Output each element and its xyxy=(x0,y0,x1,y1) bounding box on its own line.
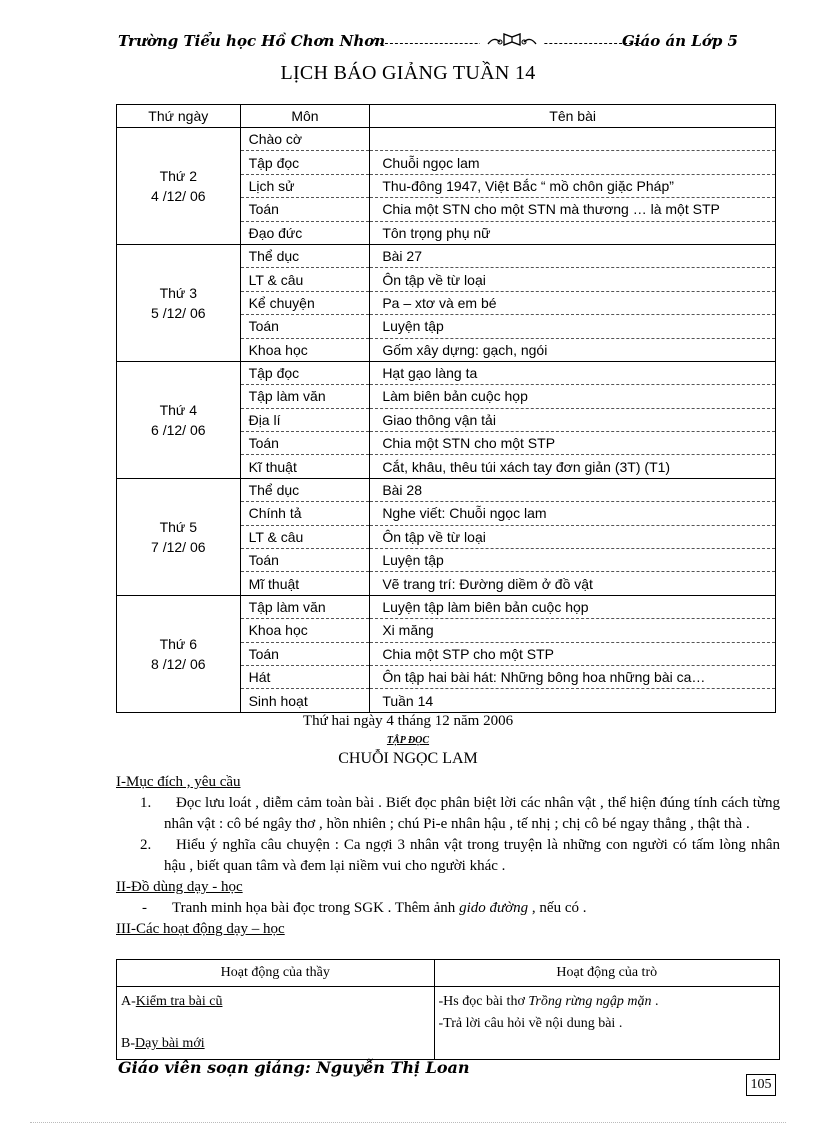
subject-cell: Tập làm văn xyxy=(240,595,370,618)
lesson-cell: Giao thông vận tải xyxy=(370,408,776,431)
materials-item: - Tranh minh họa bài đọc trong SGK . Thêm ảnh gido đường , nếu có . xyxy=(142,900,587,916)
lesson-cell: Vẽ trang trí: Đường diềm ở đồ vật xyxy=(370,572,776,595)
lesson-cell: Chuỗi ngọc lam xyxy=(370,151,776,174)
lesson-cell: Nghe viết: Chuỗi ngọc lam xyxy=(370,502,776,525)
schedule-header-row xyxy=(117,105,776,128)
subject-cell: Chính tả xyxy=(240,502,370,525)
day-cell xyxy=(117,361,241,478)
activities-header-row xyxy=(117,960,780,987)
subject-cell: Toán xyxy=(240,549,370,572)
subject-cell: Lịch sử xyxy=(240,174,370,197)
lesson-cell: Chia một STN cho một STN mà thương … là một STP xyxy=(370,198,776,221)
schedule-row xyxy=(117,128,776,151)
day-cell xyxy=(117,244,241,361)
section-activities-heading: III-Các hoạt động dạy – học xyxy=(116,921,285,937)
book-ornament-icon xyxy=(480,28,544,50)
page-title: LỊCH BÁO GIẢNG TUẦN 14 xyxy=(280,62,536,84)
lesson-date: Thứ hai ngày 4 tháng 12 năm 2006 xyxy=(302,713,514,729)
lesson-cell: Luyện tập xyxy=(370,315,776,338)
lesson-cell: Luyện tập làm biên bản cuộc họp xyxy=(370,595,776,618)
subject-cell: Toán xyxy=(240,642,370,665)
lesson-cell: Chia một STN cho một STP xyxy=(370,432,776,455)
lesson-cell: Gốm xây dựng: gạch, ngói xyxy=(370,338,776,361)
subject-cell: Tập đọc xyxy=(240,151,370,174)
lesson-cell: Ôn tập về từ loại xyxy=(370,268,776,291)
day-date: 7 /12/ 06 xyxy=(151,538,206,555)
subject-cell: Đạo đức xyxy=(240,221,370,244)
page-header xyxy=(118,30,738,52)
activities-row xyxy=(117,987,780,1060)
lesson-cell: Thu-đông 1947, Việt Bắc “ mồ chôn giặc Pháp” xyxy=(370,174,776,197)
page-number: 105 xyxy=(746,1074,776,1096)
objective-item: 1. Đọc lưu loát , diễm cảm toàn bài . Biết đọc phân biệt lời các nhân vật , thể hiện đúng tính cách từng nhân vật : cô bé ngây thơ , hồn nhiên ; chú Pi-e nhân hậu , tế nhị ; chị cô bé ngay thẳng , thật thà . xyxy=(140,795,780,832)
lesson-cell xyxy=(370,128,776,151)
subject-cell: Mĩ thuật xyxy=(240,572,370,595)
school-name: Trường Tiểu học Hồ Chơn Nhơn xyxy=(118,32,386,50)
day-name: Thứ 6 xyxy=(159,635,197,652)
subject-cell: Thể dục xyxy=(240,478,370,501)
schedule-row xyxy=(117,244,776,267)
subject-cell: Hát xyxy=(240,665,370,688)
lesson-cell: Tuần 14 xyxy=(370,689,776,712)
grade-label: Giáo án Lớp 5 xyxy=(621,32,738,50)
subject-cell: Toán xyxy=(240,315,370,338)
lesson-cell: Bài 27 xyxy=(370,244,776,267)
teacher-signature: Giáo viên soạn giảng: Nguyễn Thị Loan xyxy=(118,1058,470,1077)
day-date: 5 /12/ 06 xyxy=(151,304,206,321)
student-activity-cell: -Hs đọc bài thơ Trồng rừng ngập mặn . -Trả lời câu hỏi về nội dung bài . xyxy=(434,987,779,1060)
day-name: Thứ 2 xyxy=(159,167,197,184)
subject-cell: Sinh hoạt xyxy=(240,689,370,712)
lesson-cell: Pa – xtơ và em bé xyxy=(370,291,776,314)
lesson-cell: Làm biên bản cuộc họp xyxy=(370,385,776,408)
subject-cell: Tập đọc xyxy=(240,361,370,384)
subject-cell: Thể dục xyxy=(240,244,370,267)
col-header-day: Thứ ngày xyxy=(117,105,241,128)
day-cell xyxy=(117,478,241,595)
lesson-cell: Xi măng xyxy=(370,619,776,642)
subject-cell: LT & câu xyxy=(240,268,370,291)
lesson-title: CHUỖI NGỌC LAM xyxy=(338,750,478,767)
lesson-cell: Chia một STP cho một STP xyxy=(370,642,776,665)
day-date: 8 /12/ 06 xyxy=(151,655,206,672)
subject-cell: Khoa học xyxy=(240,338,370,361)
day-date: 6 /12/ 06 xyxy=(151,421,206,438)
col-header-lesson: Tên bài xyxy=(370,105,776,128)
subject-cell: Địa lí xyxy=(240,408,370,431)
day-date: 4 /12/ 06 xyxy=(151,187,206,204)
student-activity-header: Hoạt động của trò xyxy=(434,960,779,987)
day-cell xyxy=(117,128,241,245)
subject-cell: Toán xyxy=(240,198,370,221)
teacher-activity-cell: A-Kiểm tra bài cũ B-Dạy bài mới xyxy=(117,987,435,1060)
lesson-cell: Cắt, khâu, thêu túi xách tay đơn giản (3T) (T1) xyxy=(370,455,776,478)
teacher-activity-header: Hoạt động của thầy xyxy=(117,960,435,987)
subject-cell: Toán xyxy=(240,432,370,455)
activities-table xyxy=(116,959,780,1060)
lesson-cell: Ôn tập hai bài hát: Những bông hoa những bài ca… xyxy=(370,665,776,688)
section-materials-heading: II-Đồ dùng dạy - học xyxy=(116,879,243,895)
lesson-cell: Tôn trọng phụ nữ xyxy=(370,221,776,244)
day-cell xyxy=(117,595,241,712)
schedule-body xyxy=(117,128,776,713)
subject-cell: Kể chuyện xyxy=(240,291,370,314)
subject-cell: LT & câu xyxy=(240,525,370,548)
subject-cell: Khoa học xyxy=(240,619,370,642)
schedule-row xyxy=(117,595,776,618)
lesson-cell: Hạt gạo làng ta xyxy=(370,361,776,384)
weekly-schedule-table xyxy=(116,104,776,713)
day-name: Thứ 5 xyxy=(159,518,197,535)
col-header-subject: Môn xyxy=(240,105,370,128)
lesson-body xyxy=(116,772,780,940)
lesson-cell: Ôn tập về từ loại xyxy=(370,525,776,548)
day-name: Thứ 4 xyxy=(159,401,197,418)
subject-cell: Chào cờ xyxy=(240,128,370,151)
schedule-row xyxy=(117,361,776,384)
section-objectives-heading: I-Mục đích , yêu cầu xyxy=(116,774,241,790)
subject-cell: Kĩ thuật xyxy=(240,455,370,478)
subject-cell: Tập làm văn xyxy=(240,385,370,408)
lesson-cell: Luyện tập xyxy=(370,549,776,572)
day-name: Thứ 3 xyxy=(159,284,197,301)
objective-item: 2. Hiểu ý nghĩa câu chuyện : Ca ngợi 3 nhân vật trong truyện là những con người có tấm lòng nhân hậu , biết quan tâm và đem lại niềm vui cho người khác . xyxy=(140,837,780,874)
lesson-subject: TẬP ĐỌC xyxy=(386,735,430,746)
schedule-row xyxy=(117,478,776,501)
lesson-cell: Bài 28 xyxy=(370,478,776,501)
